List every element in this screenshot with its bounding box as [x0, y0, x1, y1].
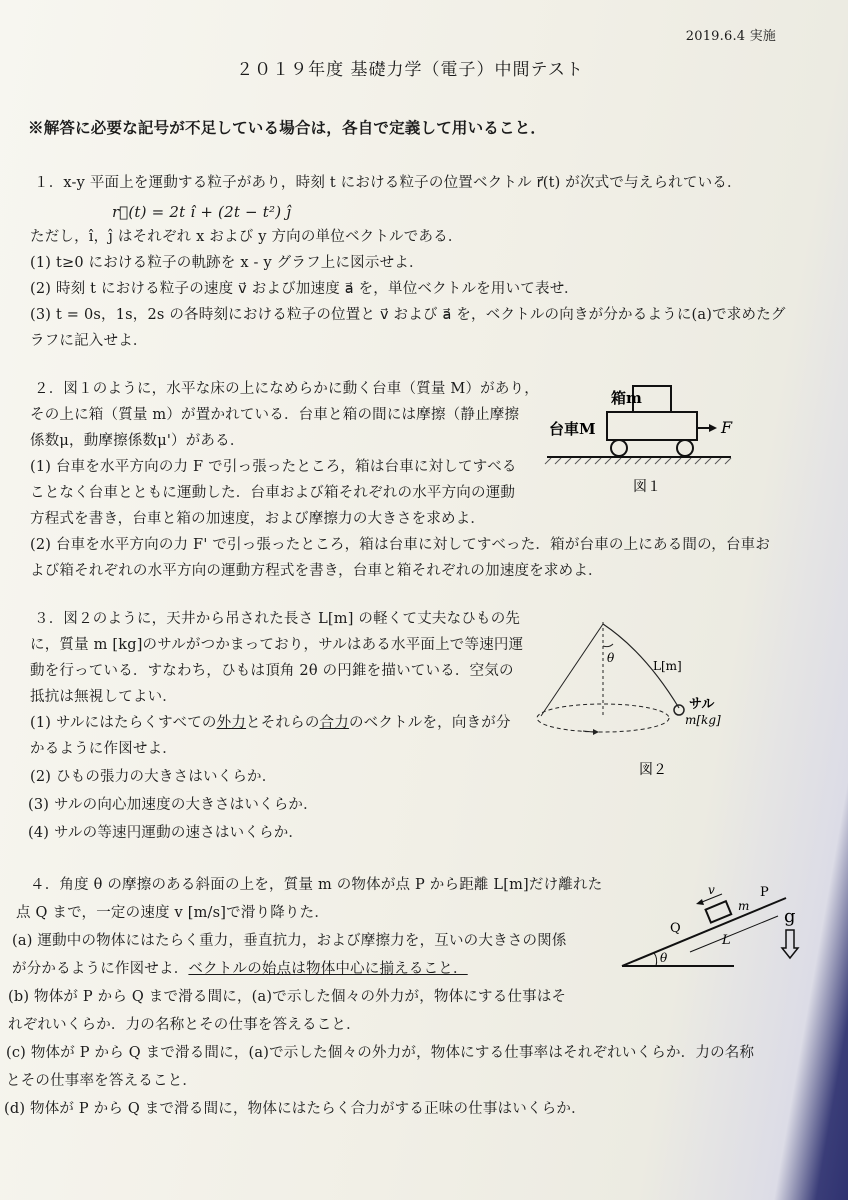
cart-wheel-right [677, 440, 693, 456]
cone-left-edge [541, 624, 603, 716]
orbit-arrowhead [593, 729, 599, 735]
figure-incline [618, 882, 818, 972]
velocity-arrowhead [696, 899, 704, 905]
q3-line1: ３．図２のように，天井から吊された長さ L[m] の軽くて丈夫なひもの先 [34, 611, 521, 627]
q1-part3a: (3) t = 0s，1s，2s の各時刻における粒子の位置と v⃗ および a⃗ を，ベクトルの向きが分かるように(a)で求めたグ [30, 307, 786, 323]
monkey-icon [674, 705, 684, 715]
q3-line5-c: のベクトルを，向きが分 [348, 715, 511, 731]
force-label: F [721, 418, 733, 437]
q3-line5-b: とそれらの [246, 715, 320, 731]
q2-line2: その上に箱（質量 m）が置かれている．台車と箱の間には摩擦（静止摩擦 [30, 407, 520, 423]
q2-line3: 係数μ，動摩擦係数μ'）がある． [30, 433, 245, 449]
q2-line6: 方程式を書き，台車と箱の加速度，および摩擦力の大きさを求めよ． [30, 511, 486, 527]
q3-line3: 動を行っている．すなわち，ひもは頂角 2θ の円錐を描いている．空気の [30, 663, 514, 679]
q1-intro: １．x-y 平面上を運動する粒子があり，時刻 t における粒子の位置ベクトル r⃗(t) が次式で与えられている． [34, 175, 742, 191]
q4-line4 [12, 962, 468, 977]
page-title: ２０１９年度 基礎力学（電子）中間テスト [236, 60, 584, 80]
q4-line2: 点 Q まで，一定の速度 v [m/s]で滑り降りた． [16, 905, 330, 921]
q4-line6: れぞれいくらか．力の名称とその仕事を答えること． [8, 1017, 361, 1033]
q4-line4-a: が分かるように作図せよ． [12, 961, 189, 977]
angle-arc [654, 953, 657, 966]
angle-label: θ [660, 951, 668, 965]
q3-line4: 抵抗は無視してよい． [30, 689, 177, 705]
theta-label: θ [607, 651, 615, 665]
q2-line1: ２．図１のように，水平な床の上になめらかに動く台車（質量 M）があり， [34, 381, 539, 397]
figure-2-caption: 図２ [639, 762, 667, 778]
q4-line8: とその仕事率を答えること． [6, 1073, 198, 1089]
point-p-label: P [760, 885, 769, 900]
figure-1-caption: 図１ [633, 479, 661, 495]
q2-line5: ことなく台車とともに運動した．台車および箱それぞれの水平方向の運動 [30, 485, 516, 501]
q3-line8: (3) サルの向心加速度の大きさはいくらか． [28, 797, 318, 813]
monkey-label: サル [689, 697, 715, 712]
q4-line9: (d) 物体が P から Q まで滑る間に，物体にはたらく合力がする正味の仕事はいくらか． [4, 1101, 586, 1117]
q4-line5: (b) 物体が P から Q まで滑る間に，(a)で示した個々の外力が，物体にする仕事はそ [8, 989, 567, 1005]
block-shape [706, 901, 732, 922]
q4-line7: (c) 物体が P から Q まで滑る間に，(a)で示した個々の外力が，物体にする仕事率はそれぞれいくらか．力の名称 [6, 1045, 755, 1061]
q1-part1: (1) t≥0 における粒子の軌跡を x - y グラフ上に図示せよ． [30, 255, 424, 271]
q1-part3b: ラフに記入せよ． [30, 333, 148, 349]
gravity-label: g [784, 906, 796, 927]
figure-2-pendulum [535, 612, 735, 782]
q3-line9: (4) サルの等速円運動の速さはいくらか． [28, 825, 304, 841]
cart-wheel-left [611, 440, 627, 456]
q3-line2: に，質量 m [kg]のサルがつかまっており，サルはある水平面上で等速円運 [30, 637, 524, 653]
orbit-direction [583, 731, 593, 732]
q1-where: ただし，î，ĵ はそれぞれ x および y 方向の単位ベクトルである． [30, 229, 463, 245]
q3-line5-a: (1) サルにはたらくすべての [30, 715, 217, 731]
q3-resultant-force: 合力 [319, 715, 349, 731]
q2-line8: よび箱それぞれの水平方向の運動方程式を書き，台車と箱それぞれの加速度を求めよ． [30, 563, 603, 579]
q1-equation: r⃗(t) = 2t î + (2t − t²) ĵ [112, 203, 292, 221]
theta-arc [603, 644, 613, 647]
cart-body [607, 412, 697, 440]
q3-external-force: 外力 [216, 715, 247, 731]
q4-line3: (a) 運動中の物体にはたらく重力，垂直抗力，および摩擦力を，互いの大きさの関係 [12, 933, 567, 949]
instruction-note: ※解答に必要な記号が不足している場合は，各自で定義して用いること． [28, 118, 547, 137]
q2-line7: (2) 台車を水平方向の力 F' で引っ張ったところ，箱は台車に対してすべった．箱が台車の上にある間の，台車お [30, 537, 771, 553]
gravity-arrow-icon [782, 930, 798, 958]
velocity-label: v [708, 883, 715, 897]
q3-line6: かるように作図せよ． [30, 741, 177, 757]
mass-label: m[kg] [685, 713, 721, 727]
figure-1-cart [545, 378, 735, 493]
q1-part2: (2) 時刻 t における粒子の速度 v⃗ および加速度 a⃗ を，単位ベクトルを用いて表せ． [30, 281, 579, 297]
distance-line [690, 916, 778, 952]
exam-date: 2019.6.4 実施 [685, 29, 776, 44]
distance-label: L [722, 933, 731, 948]
q3-line7: (2) ひもの張力の大きさはいくらか． [30, 769, 277, 785]
point-q-label: Q [670, 921, 681, 936]
q2-line4: (1) 台車を水平方向の力 F で引っ張ったところ，箱は台車に対してすべる [30, 459, 517, 475]
q4-vector-origin-note: ベクトルの始点は物体中心に揃えること． [188, 961, 468, 977]
q3-line5 [30, 716, 511, 731]
mass-label: m [738, 899, 750, 913]
q4-line1: ４．角度 θ の摩擦のある斜面の上を，質量 m の物体が点 P から距離 L[m]だけ離れた [30, 877, 603, 893]
box-label: 箱m [611, 389, 642, 407]
length-label: L[m] [653, 659, 682, 673]
cart-label: 台車M [549, 420, 596, 438]
force-arrowhead [709, 424, 717, 432]
floor-hatching [545, 458, 731, 464]
incline-line [622, 898, 786, 966]
block-group [706, 901, 732, 922]
